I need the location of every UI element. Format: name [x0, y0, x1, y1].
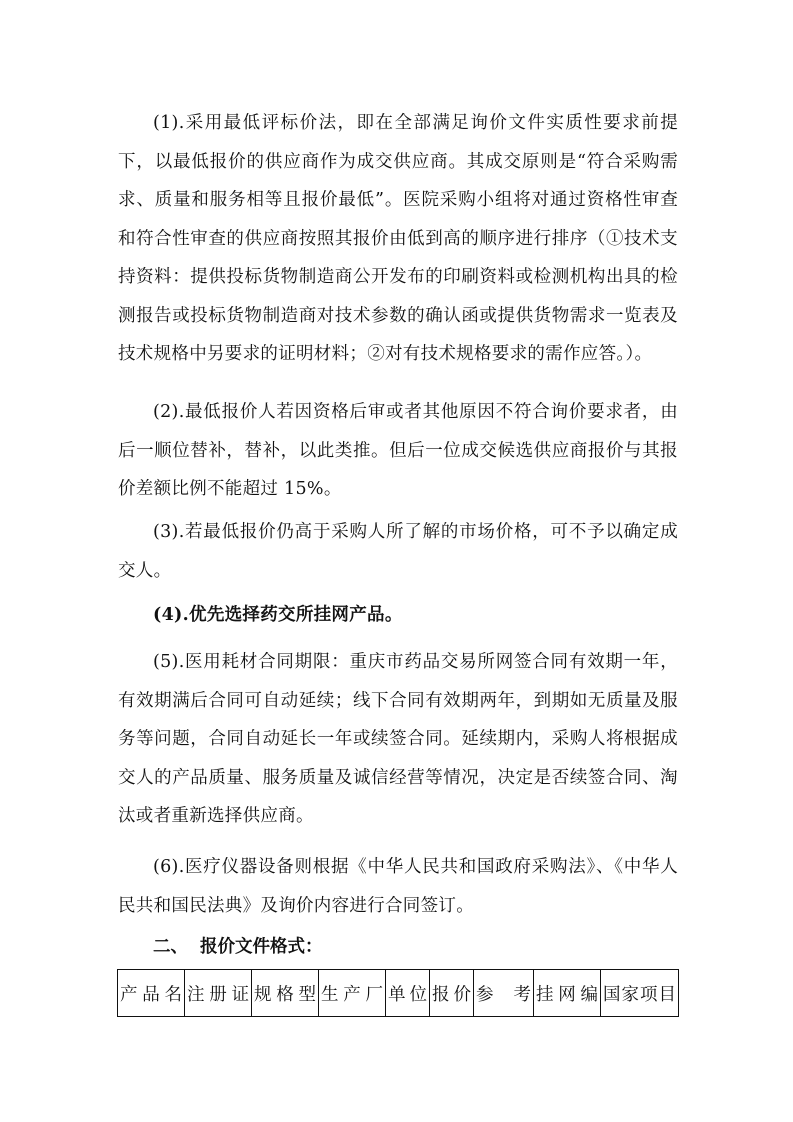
table-header-cell: 国家项目 — [601, 970, 679, 1017]
paragraph-3: (3).若最低报价仍高于采购人所了解的市场价格，可不予以确定成交人。 — [118, 522, 678, 581]
paragraph-2: (2).最低报价人若因资格后审或者其他原因不符合询价要求者，由后一顺位替补，替补，以此类推。但后一位成交候选供应商报价与其报价差额比例不能超过 15%。 — [118, 402, 678, 499]
table-header-cell: 报价 — [430, 970, 474, 1017]
table-header-cell: 产品名 — [118, 970, 185, 1017]
section-heading — [153, 928, 323, 966]
quote-format-table — [117, 969, 679, 1017]
table-header-row — [118, 970, 679, 1017]
table-header-cell: 生产厂 — [319, 970, 386, 1017]
paragraph-5: (5).医用耗材合同期限：重庆市药品交易所网签合同有效期一年，有效期满后合同可自动延续；线下合同有效期两年，到期如无质量及服务等问题，合同自动延长一年或续签合同。延续期内，采购人将根据成交人的产品质量、服务质量及诚信经营等情况，决定是否续签合同、淘汰或者重新选择供应商。 — [118, 652, 678, 826]
table-header-cell: 挂网编 — [534, 970, 601, 1017]
section-title: 报价文件格式： — [200, 937, 323, 957]
table-header-cell: 规格型 — [252, 970, 319, 1017]
paragraph-6: (6).医疗仪器设备则根据《中华人民共和国政府采购法》、《中华人民共和国民法典》及询价内容进行合同签订。 — [118, 857, 678, 916]
table-header-cell: 参 考 — [474, 970, 534, 1017]
table-header-cell: 单位 — [386, 970, 430, 1017]
table-header-cell: 注册证 — [185, 970, 252, 1017]
paragraph-4: (4).优先选择药交所挂网产品。 — [153, 605, 403, 625]
section-number: 二、 — [153, 937, 188, 957]
paragraph-1: (1).采用最低评标价法，即在全部满足询价文件实质性要求前提下，以最低报价的供应商作为成交供应商。其成交原则是“符合采购需求、质量和服务相等且报价最低”。医院采购小组将对通过资格性审查和符合性审查的供应商按照其报价由低到高的顺序进行排序（①技术支持资料：提供投标货物制造商公开发布的印刷资料或检测机构出具的检测报告或投标货物制造商对技术参数的确认函或提供货物需求一览表及技术规格中另要求的证明材料；②对有技术规格要求的需作应答。）。 — [118, 113, 678, 364]
